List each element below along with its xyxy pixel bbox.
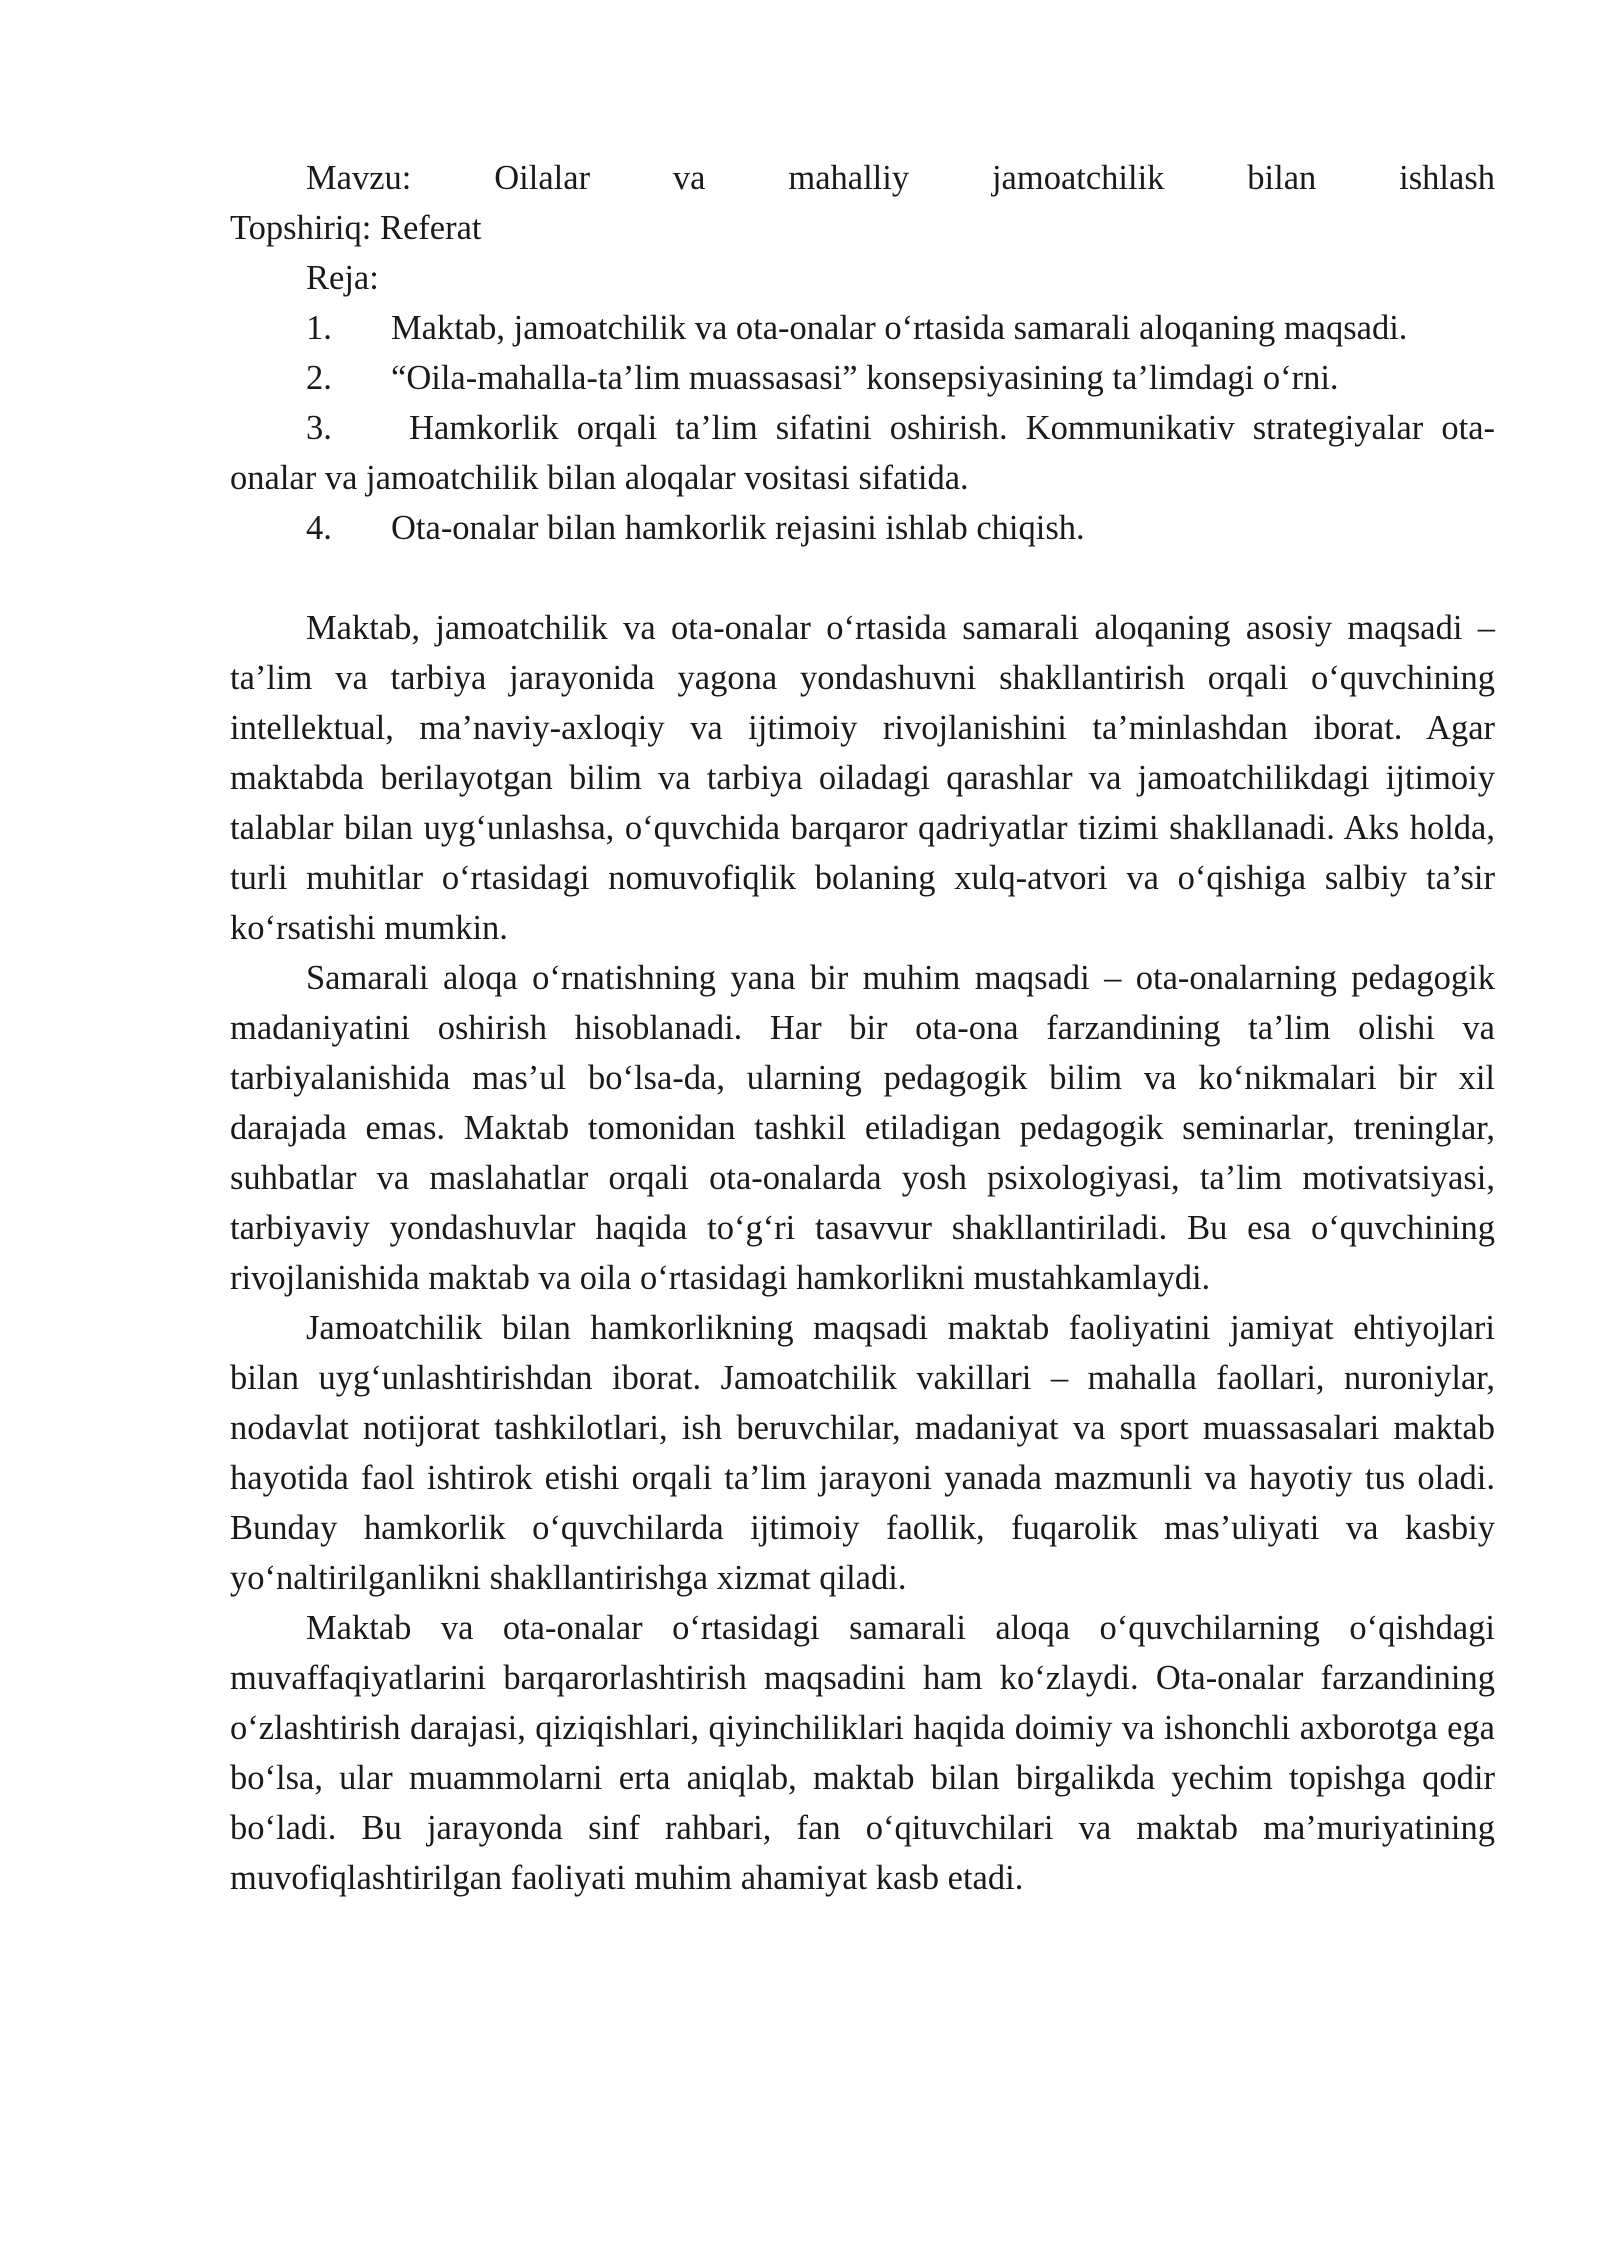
plan-label: Reja: — [306, 259, 379, 297]
plan-item-text: Ota-onalar bilan hamkorlik rejasini ishlab chiqish. — [391, 509, 1085, 547]
plan-item-text: “Oila-mahalla-ta’lim muassasasi” konsepsiyasining ta’limdagi o‘rni. — [391, 359, 1339, 397]
plan-item-number: 4. — [306, 509, 332, 547]
plan-item-1 — [230, 303, 1495, 353]
task-line: Topshiriq: Referat — [230, 209, 482, 247]
body-paragraph-3: Jamoatchilik bilan hamkorlikning maqsadi maktab faoliyatini jamiyat ehtiyojlari bilan uyg‘unlashtirishdan iborat. Jamoatchilik vakillari – mahalla faollari, nuroniylar, nodavlat notijorat tashkilotlari, ish beruvchilar, madaniyat va sport muassasalari maktab hayotida faol ishtirok etishi orqali ta’lim jarayoni yanada mazmunli va hayotiy tus oladi. Bunday hamkorlik o‘quvchilarda ijtimoiy faollik, fuqarolik mas’uliyati va kasbiy yo‘naltirilganlikni shakllantirishga xizmat qiladi. — [230, 1309, 1495, 1597]
body-paragraph-4: Maktab va ota-onalar o‘rtasidagi samarali aloqa o‘quvchilarning o‘qishdagi muvaffaqiyatlarini barqarorlashtirish maqsadini ham ko‘zlaydi. Ota-onalar farzandining o‘zlashtirish darajasi, qiziqishlari, qiyinchiliklari haqida doimiy va ishonchli axborotga ega bo‘lsa, ular muammolarni erta aniqlab, maktab bilan birgalikda yechim topishga qodir bo‘ladi. Bu jarayonda sinf rahbari, fan o‘qituvchilari va maktab ma’muriyatining muvofiqlashtirilgan faoliyati muhim ahamiyat kasb etadi. — [230, 1609, 1495, 1897]
body-paragraph-2: Samarali aloqa o‘rnatishning yana bir muhim maqsadi – ota-onalarning pedagogik madaniyatini oshirish hisoblanadi. Har bir ota-ona farzandining ta’lim olishi va tarbiyalanishida mas’ul bo‘lsa-da, ularning pedagogik bilim va ko‘nikmalari bir xil darajada emas. Maktab tomonidan tashkil etiladigan pedagogik seminarlar, treninglar, suhbatlar va maslahatlar orqali ota-onalarda yosh psixologiyasi, ta’lim motivatsiyasi, tarbiyaviy yondashuvlar haqida to‘g‘ri tasavvur shakllantiriladi. Bu esa o‘quvchining rivojlanishida maktab va oila o‘rtasidagi hamkorlikni mustahkamlaydi. — [230, 959, 1495, 1297]
plan-item-2 — [230, 353, 1495, 403]
document-page — [230, 153, 1495, 1903]
topic-line: Mavzu: Oilalar va mahalliy jamoatchilik bilan ishlash — [306, 159, 1495, 197]
body-paragraph-1: Maktab, jamoatchilik va ota-onalar o‘rtasida samarali aloqaning asosiy maqsadi – ta’lim va tarbiya jarayonida yagona yondashuvni shakllantirish orqali o‘quvchining intellektual, ma’naviy-axloqiy va ijtimoiy rivojlanishini ta’minlashdan iborat. Agar maktabda berilayotgan bilim va tarbiya oiladagi qarashlar va jamoatchilikdagi ijtimoiy talablar bilan uyg‘unlashsa, o‘quvchida barqaror qadriyatlar tizimi shakllanadi. Aks holda, turli muhitlar o‘rtasidagi nomuvofiqlik bolaning xulq-atvori va o‘qishiga salbiy ta’sir ko‘rsatishi mumkin. — [230, 609, 1495, 947]
plan-item-text: Maktab, jamoatchilik va ota-onalar o‘rtasida samarali aloqaning maqsadi. — [391, 309, 1408, 347]
plan-item-3 — [230, 403, 1495, 503]
plan-item-text: Hamkorlik orqali ta’lim sifatini oshirish. Kommunikativ strategiyalar ota-onalar va jamoatchilik bilan aloqalar vositasi sifatida. — [230, 409, 1495, 497]
blank-line — [230, 553, 1495, 603]
plan-item-number: 1. — [306, 309, 332, 347]
plan-list — [230, 303, 1495, 553]
plan-item-4 — [230, 503, 1495, 553]
plan-item-number: 2. — [306, 359, 332, 397]
plan-item-number: 3. — [306, 409, 332, 447]
